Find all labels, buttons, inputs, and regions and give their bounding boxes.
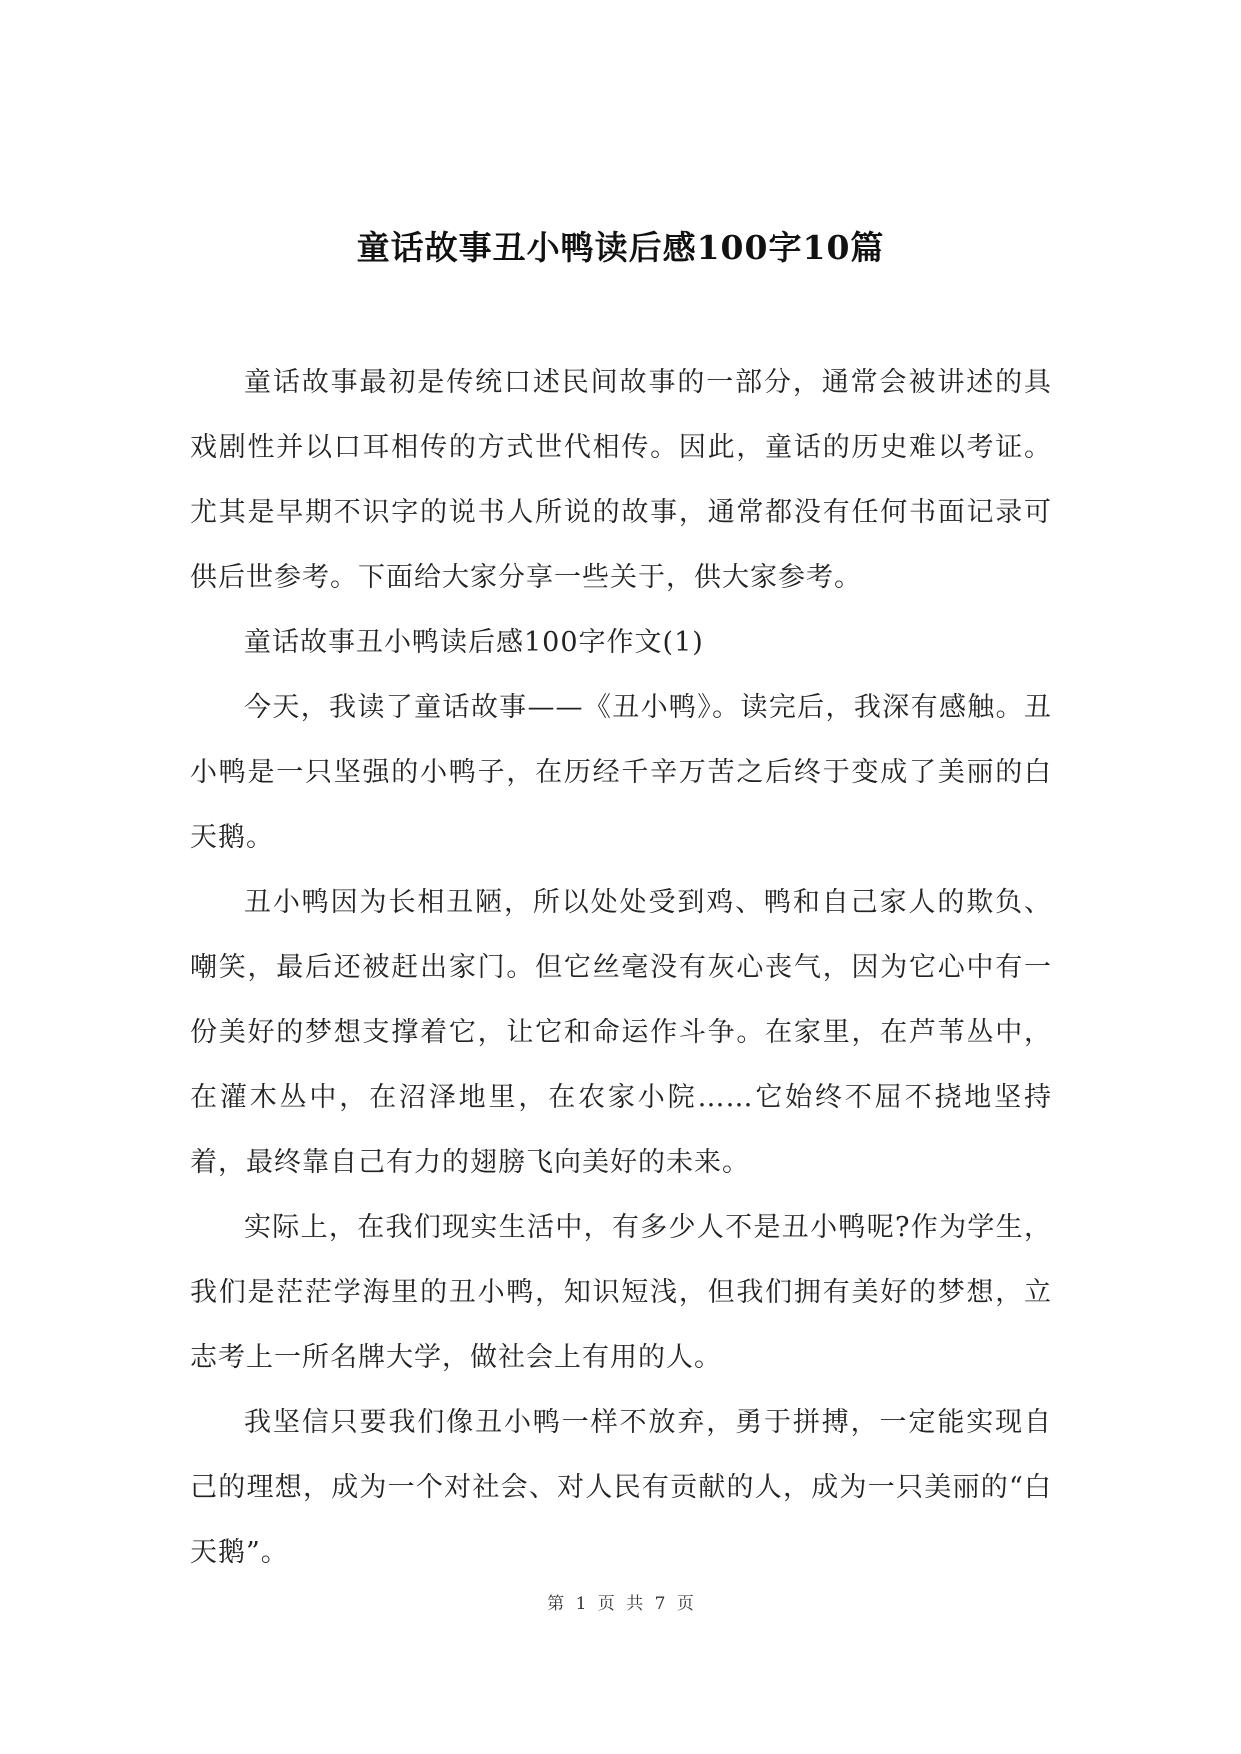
document-body — [190, 350, 1052, 1585]
page-number-footer: 第 1 页 共 7 页 — [547, 1594, 694, 1614]
document-title: 童话故事丑小鸭读后感100字10篇 — [356, 228, 885, 267]
body-paragraph: 实际上，在我们现实生活中，有多少人不是丑小鸭呢?作为学生，我们是茫茫学海里的丑小鸭，知识短浅，但我们拥有美好的梦想，立志考上一所名牌大学，做社会上有用的人。 — [190, 1212, 1052, 1373]
body-paragraph: 丑小鸭因为长相丑陋，所以处处受到鸡、鸭和自己家人的欺负、嘲笑，最后还被赶出家门。但它丝毫没有灰心丧气，因为它心中有一份美好的梦想支撑着它，让它和命运作斗争。在家里，在芦苇丛中，在灌木丛中，在沼泽地里，在农家小院……它始终不屈不挠地坚持着，最终靠自己有力的翅膀飞向美好的未来。 — [190, 887, 1052, 1178]
intro-paragraph: 童话故事最初是传统口述民间故事的一部分，通常会被讲述的具戏剧性并以口耳相传的方式世代相传。因此，童话的历史难以考证。尤其是早期不识字的说书人所说的故事，通常都没有任何书面记录可供后世参考。下面给大家分享一些关于，供大家参考。 — [190, 367, 1052, 593]
section-heading: 童话故事丑小鸭读后感100字作文(1) — [244, 627, 704, 658]
body-paragraph: 我坚信只要我们像丑小鸭一样不放弃，勇于拼搏，一定能实现自己的理想，成为一个对社会、对人民有贡献的人，成为一只美丽的“白天鹅”。 — [190, 1407, 1052, 1568]
body-paragraph: 今天，我读了童话故事——《丑小鸭》。读完后，我深有感触。丑小鸭是一只坚强的小鸭子，在历经千辛万苦之后终于变成了美丽的白天鹅。 — [190, 692, 1052, 853]
